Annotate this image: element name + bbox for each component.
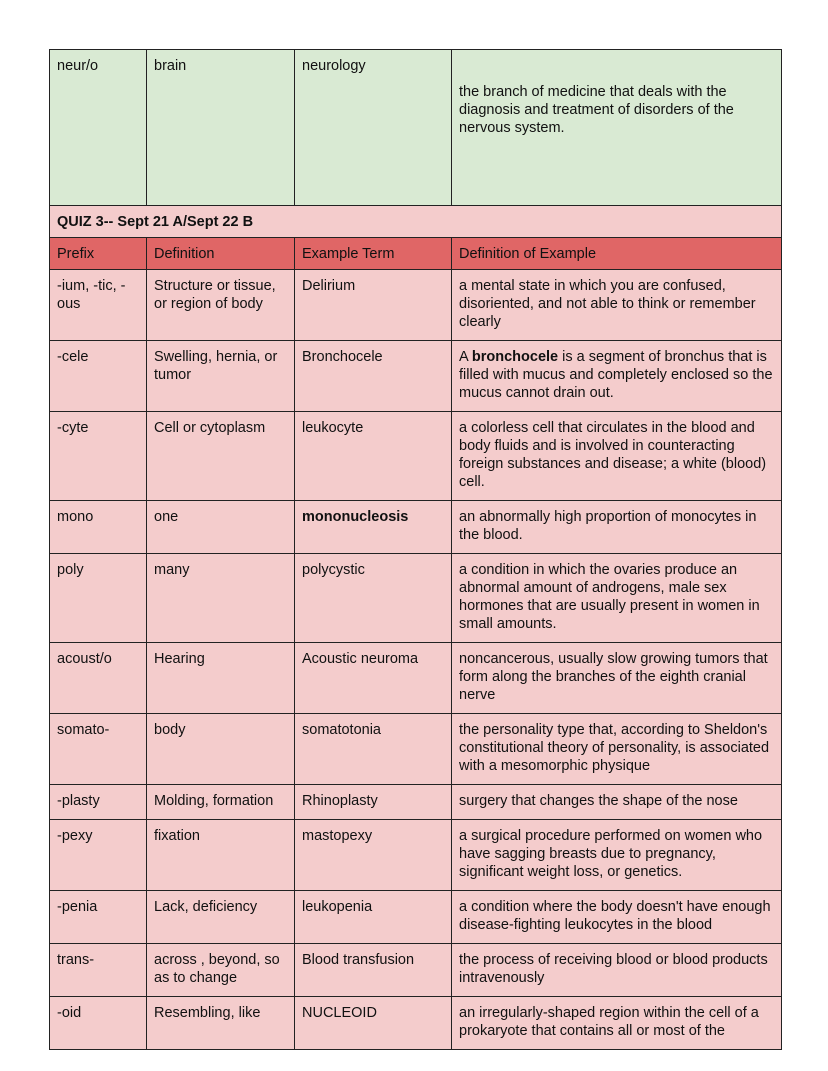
table-row (50, 270, 782, 341)
cell-example-definition (452, 997, 782, 1050)
cell-example-definition (452, 785, 782, 820)
cell-example-term: leukopenia (295, 891, 452, 944)
table-row (50, 554, 782, 643)
cell-example-definition (452, 341, 782, 412)
cell-prefix: -pexy (50, 820, 147, 891)
table-row (50, 997, 782, 1050)
cell-example-term: neurology (295, 50, 452, 206)
table-row (50, 341, 782, 412)
cell-definition: fixation (147, 820, 295, 891)
cell-example-term: polycystic (295, 554, 452, 643)
cell-example-definition (452, 820, 782, 891)
cell-example-definition (452, 714, 782, 785)
definition-text: A (459, 349, 472, 365)
cell-example-term: mononucleosis (295, 501, 452, 554)
cell-definition: Molding, formation (147, 785, 295, 820)
cell-prefix: poly (50, 554, 147, 643)
cell-example-definition: the branch of medicine that deals with the diagnosis and treatment of disorders of the nervous system. (452, 50, 782, 206)
table-row (50, 412, 782, 501)
cell-example-definition (452, 891, 782, 944)
definition-text: a mental state in which you are confused, disoriented, and not able to think or remember clearly (459, 278, 756, 330)
cell-prefix: neur/o (50, 50, 147, 206)
section-title: QUIZ 3-- Sept 21 A/Sept 22 B (50, 206, 782, 238)
cell-prefix: -cele (50, 341, 147, 412)
cell-definition: Cell or cytoplasm (147, 412, 295, 501)
header-example-definition: Definition of Example (452, 238, 782, 270)
table-row (50, 944, 782, 997)
cell-example-term: somatotonia (295, 714, 452, 785)
definition-text-rest: is a segment of bronchus that is filled with mucus and completely enclosed so the mucus cannot drain out. (459, 349, 773, 401)
cell-example-term: Delirium (295, 270, 452, 341)
cell-prefix: mono (50, 501, 147, 554)
cell-prefix: -penia (50, 891, 147, 944)
definition-text: an irregularly-shaped region within the cell of a prokaryote that contains all or most of the (459, 1005, 759, 1039)
table-row (50, 820, 782, 891)
cell-prefix: acoust/o (50, 643, 147, 714)
cell-example-definition (452, 554, 782, 643)
table-row (50, 501, 782, 554)
prefix-table (49, 49, 782, 1050)
cell-example-definition (452, 270, 782, 341)
table-row (50, 785, 782, 820)
definition-text: noncancerous, usually slow growing tumors that form along the branches of the eighth cranial nerve (459, 651, 768, 703)
cell-example-term: Blood transfusion (295, 944, 452, 997)
cell-definition: one (147, 501, 295, 554)
cell-example-term: mastopexy (295, 820, 452, 891)
cell-definition: Hearing (147, 643, 295, 714)
cell-definition: Structure or tissue, or region of body (147, 270, 295, 341)
cell-prefix: somato- (50, 714, 147, 785)
cell-example-definition (452, 643, 782, 714)
cell-definition: Resembling, like (147, 997, 295, 1050)
header-example-term: Example Term (295, 238, 452, 270)
definition-text: a condition in which the ovaries produce an abnormal amount of androgens, male sex hormones that are usually present in women in small amounts. (459, 562, 760, 632)
cell-example-term: Bronchocele (295, 341, 452, 412)
header-prefix: Prefix (50, 238, 147, 270)
table-row (50, 891, 782, 944)
table-row-neuro (50, 50, 782, 206)
cell-prefix: -ium, -tic, -ous (50, 270, 147, 341)
cell-prefix: -plasty (50, 785, 147, 820)
definition-text: the personality type that, according to Sheldon's constitutional theory of personality, is associated with a mesomorphic physique (459, 722, 770, 774)
cell-definition: many (147, 554, 295, 643)
definition-text: an abnormally high proportion of monocytes in the blood. (459, 509, 757, 543)
cell-definition: brain (147, 50, 295, 206)
definition-text: a surgical procedure performed on women who have sagging breasts due to pregnancy, significant weight loss, or genetics. (459, 828, 763, 880)
definition-text: a condition where the body doesn't have enough disease-fighting leukocytes in the blood (459, 899, 771, 933)
header-definition: Definition (147, 238, 295, 270)
cell-example-definition (452, 501, 782, 554)
cell-example-term: leukocyte (295, 412, 452, 501)
cell-example-term: NUCLEOID (295, 997, 452, 1050)
cell-example-definition (452, 412, 782, 501)
definition-text: a colorless cell that circulates in the blood and body fluids and is involved in counteracting foreign substances and disease; a white (blood) cell. (459, 420, 767, 490)
definition-bold-text: bronchocele (471, 349, 559, 365)
section-header-row (50, 206, 782, 238)
table-row (50, 714, 782, 785)
column-header-row (50, 238, 782, 270)
cell-example-term: Acoustic neuroma (295, 643, 452, 714)
cell-prefix: -cyte (50, 412, 147, 501)
cell-example-term: Rhinoplasty (295, 785, 452, 820)
definition-text: the process of receiving blood or blood products intravenously (459, 952, 768, 986)
definition-text: surgery that changes the shape of the nose (459, 793, 738, 809)
cell-definition: Lack, deficiency (147, 891, 295, 944)
cell-prefix: trans- (50, 944, 147, 997)
cell-definition: across , beyond, so as to change (147, 944, 295, 997)
table-row (50, 643, 782, 714)
cell-definition: body (147, 714, 295, 785)
cell-prefix: -oid (50, 997, 147, 1050)
cell-definition: Swelling, hernia, or tumor (147, 341, 295, 412)
cell-example-definition (452, 944, 782, 997)
